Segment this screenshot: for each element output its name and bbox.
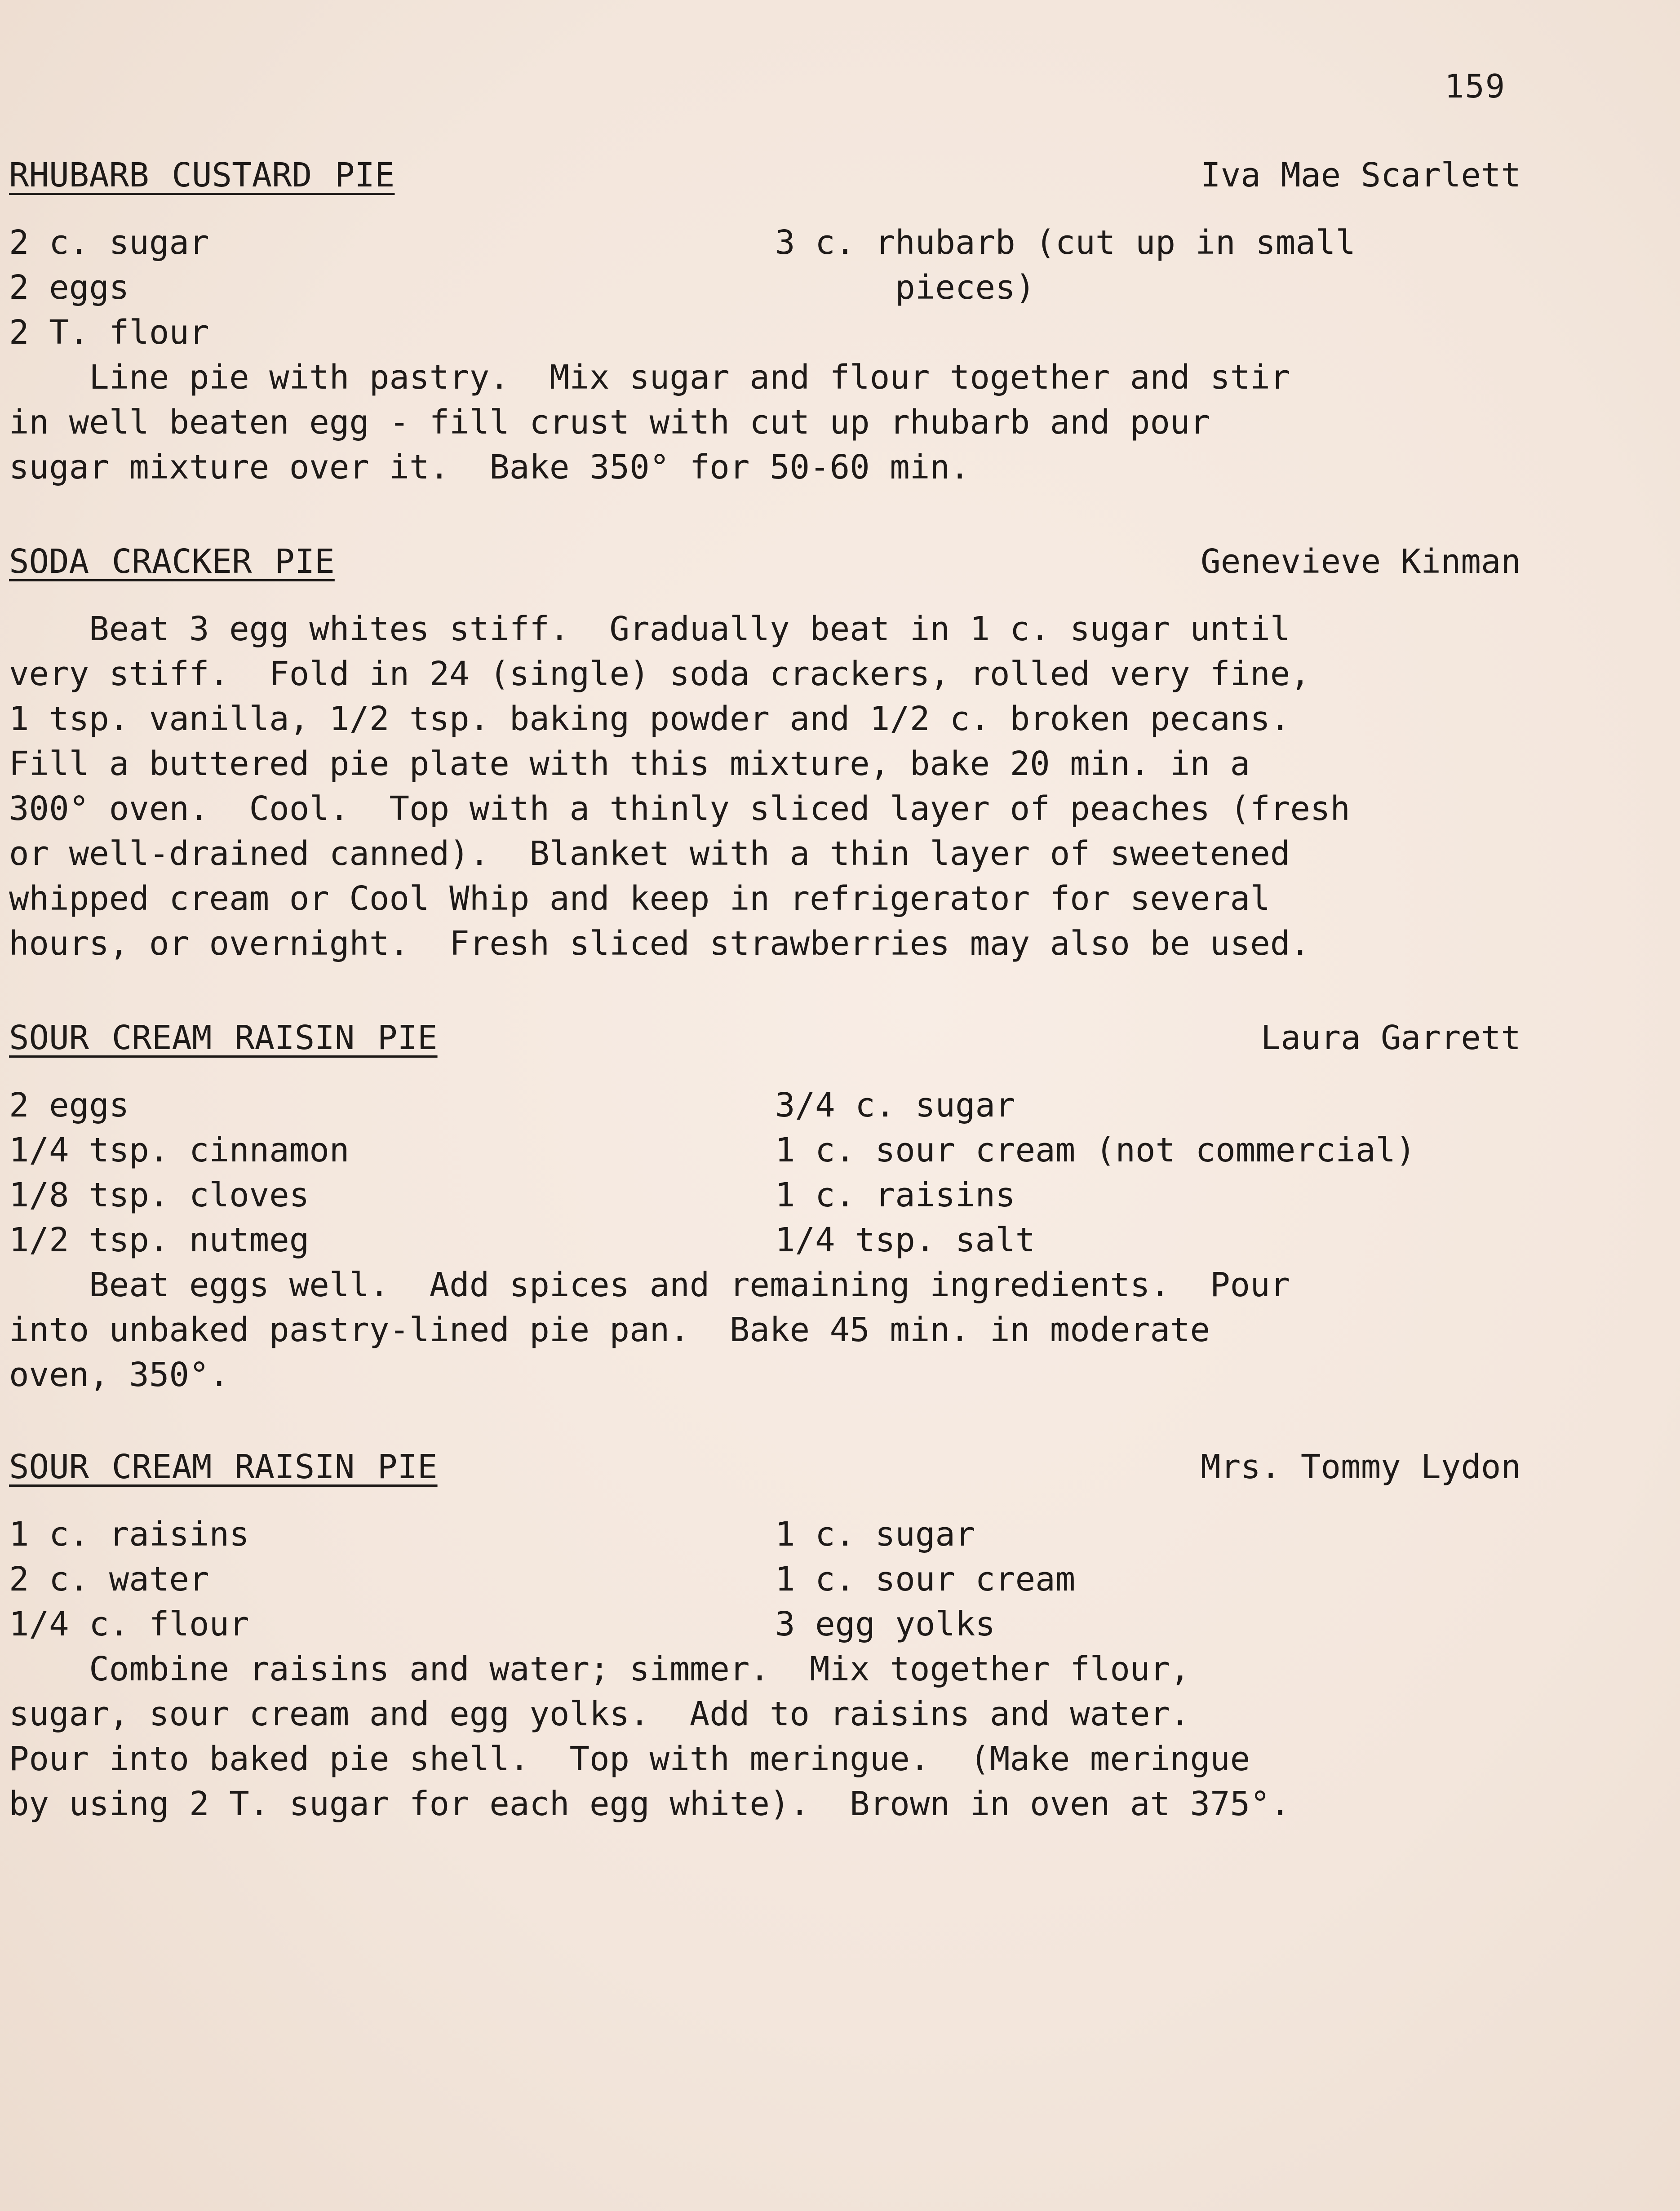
- ingredient: pieces): [775, 268, 1036, 307]
- ingredient: 1 c. sugar: [775, 1515, 975, 1554]
- ingredients-left-column: [9, 1083, 349, 1263]
- ingredients-list: [9, 1083, 1512, 1263]
- recipe-directions: [9, 1263, 1512, 1397]
- directions-line: Pour into baked pie shell. Top with meringue. (Make meringue: [9, 1740, 1250, 1778]
- directions-line: Line pie with pastry. Mix sugar and flour together and stir: [9, 358, 1290, 397]
- recipe-author: Laura Garrett: [1260, 1019, 1521, 1057]
- ingredient: 1/2 tsp. nutmeg: [9, 1221, 310, 1259]
- directions-line: into unbaked pastry-lined pie pan. Bake 45 min. in moderate: [9, 1311, 1210, 1349]
- directions-line: Beat 3 egg whites stiff. Gradually beat in 1 c. sugar until: [9, 610, 1290, 648]
- recipe-sour-cream-raisin-pie-garrett: [9, 1015, 1521, 1397]
- directions-line: very stiff. Fold in 24 (single) soda crackers, rolled very fine,: [9, 655, 1310, 693]
- recipe-header: [9, 1015, 1521, 1060]
- directions-line: in well beaten egg - fill crust with cut up rhubarb and pour: [9, 403, 1210, 442]
- ingredients-right-column: [775, 220, 1356, 310]
- recipe-directions: [9, 355, 1512, 490]
- ingredient: 3/4 c. sugar: [775, 1086, 1015, 1125]
- recipe-author: Iva Mae Scarlett: [1201, 156, 1521, 195]
- recipe-author: Genevieve Kinman: [1201, 542, 1521, 581]
- ingredient: 2 c. sugar: [9, 223, 209, 262]
- recipe-rhubarb-custard-pie: [9, 153, 1521, 490]
- ingredients-left-column: [9, 220, 209, 355]
- recipe-soda-cracker-pie: [9, 539, 1521, 966]
- recipe-header: [9, 153, 1521, 198]
- ingredient: 1/8 tsp. cloves: [9, 1176, 310, 1214]
- recipe-directions: [9, 607, 1512, 966]
- ingredient: 2 eggs: [9, 1086, 129, 1125]
- recipe-title: SOUR CREAM RAISIN PIE: [9, 1019, 438, 1057]
- recipe-author: Mrs. Tommy Lydon: [1201, 1448, 1521, 1486]
- ingredients-list: [9, 1512, 1512, 1647]
- ingredients-left-column: [9, 1512, 249, 1647]
- ingredients-right-column: [775, 1512, 1075, 1647]
- directions-line: oven, 350°.: [9, 1356, 230, 1394]
- ingredient: 1 c. sour cream: [775, 1560, 1076, 1599]
- directions-line: sugar mixture over it. Bake 350° for 50-60 min.: [9, 448, 970, 487]
- directions-line: Combine raisins and water; simmer. Mix together flour,: [9, 1650, 1190, 1688]
- directions-line: Beat eggs well. Add spices and remaining ingredients. Pour: [9, 1266, 1290, 1304]
- page-number: 159: [1445, 67, 1506, 105]
- ingredient: 3 c. rhubarb (cut up in small: [775, 223, 1356, 262]
- ingredient: 1 c. raisins: [775, 1176, 1015, 1214]
- directions-line: 1 tsp. vanilla, 1/2 tsp. baking powder and 1/2 c. broken pecans.: [9, 700, 1290, 738]
- ingredients-list: [9, 220, 1512, 355]
- directions-line: whipped cream or Cool Whip and keep in refrigerator for several: [9, 879, 1270, 918]
- ingredient: 1/4 tsp. cinnamon: [9, 1131, 350, 1170]
- recipe-title: SODA CRACKER PIE: [9, 542, 335, 581]
- ingredient: 2 c. water: [9, 1560, 209, 1599]
- ingredient: 2 T. flour: [9, 313, 209, 352]
- recipe-directions: [9, 1647, 1512, 1826]
- directions-line: sugar, sour cream and egg yolks. Add to raisins and water.: [9, 1695, 1190, 1733]
- recipe-header: [9, 1444, 1521, 1489]
- recipe-header: [9, 539, 1521, 584]
- ingredient: 1/4 tsp. salt: [775, 1221, 1036, 1259]
- ingredient: 1 c. raisins: [9, 1515, 249, 1554]
- recipe-title: SOUR CREAM RAISIN PIE: [9, 1448, 438, 1486]
- directions-line: by using 2 T. sugar for each egg white). Brown in oven at 375°.: [9, 1785, 1290, 1823]
- ingredient: 1/4 c. flour: [9, 1605, 249, 1644]
- directions-line: or well-drained canned). Blanket with a thin layer of sweetened: [9, 834, 1290, 873]
- ingredients-right-column: [775, 1083, 1416, 1263]
- recipe-title: RHUBARB CUSTARD PIE: [9, 156, 395, 195]
- ingredient: 2 eggs: [9, 268, 129, 307]
- directions-line: hours, or overnight. Fresh sliced strawberries may also be used.: [9, 924, 1310, 963]
- recipe-sour-cream-raisin-pie-lydon: [9, 1444, 1521, 1826]
- ingredient: 1 c. sour cream (not commercial): [775, 1131, 1416, 1170]
- directions-line: 300° oven. Cool. Top with a thinly sliced layer of peaches (fresh: [9, 789, 1350, 828]
- directions-line: Fill a buttered pie plate with this mixture, bake 20 min. in a: [9, 744, 1250, 783]
- ingredient: 3 egg yolks: [775, 1605, 996, 1644]
